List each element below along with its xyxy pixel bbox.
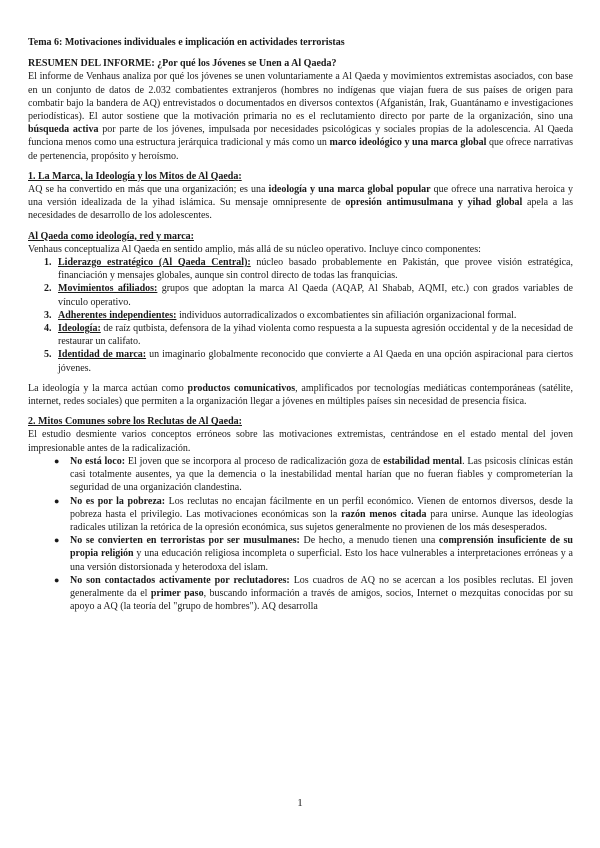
section1-heading: 1. La Marca, la Ideología y los Mitos de Al Qaeda: [28,170,242,182]
myths-list [28,455,573,613]
list-item-term: Movimientos afiliados: [58,283,158,295]
list-item-text: un imaginario globalmente reconocido que convierte a Al Qaeda en una opción aspiracional para ciertos jóvenes. [58,349,573,374]
page-number: 1 [297,797,303,809]
summary-heading: RESUMEN DEL INFORME: ¿Por qué los Jóvenes se Unen a Al Qaeda? [28,58,337,70]
topic-title: Tema 6: Motivaciones individuales e implicación en actividades terroristas [28,37,345,48]
document-page [28,36,573,613]
components-list [28,256,573,375]
s1-text-d: apela a las necesidades de desarrollo de los adolescentes. [28,197,574,222]
summary-bold-2: marco ideológico y una marca global [329,137,487,149]
bullet-icon: ● [54,455,60,466]
list-item-term: Adherentes independientes: [58,309,177,321]
list-item [54,348,573,374]
bullet-text-a: Los reclutas no encajan fácilmente en un perfil económico. Vienen de entornos diversos, desde la pobreza hasta el privilegio. Las motivaciones económicas son la [70,495,573,520]
bullet-bold: razón menos citada [341,508,427,520]
list-item-text: núcleo basado probablemente en Pakistán, que provee visión estratégica, financiación y mensajes globales, aunque sin control directo de todas las franquicias. [58,257,573,282]
bullet-term: No son contactados activamente por reclutadores: [70,574,290,586]
list-item-term: Identidad de marca: [58,349,147,361]
section2-heading: 2. Mitos Comunes sobre los Reclutas de Al Qaeda: [28,416,242,428]
s1-text-c: que ofrece una narrativa heroica y una versión idealizada de la yihad islámica. Su mensaje omnipresente de [28,184,574,209]
section1-subheading: Al Qaeda como ideología, red y marca: [28,230,194,242]
list-item-term: Ideología: [58,323,101,335]
section1-components-intro: Venhaus conceptualiza Al Qaeda en sentido amplio, más allá de su núcleo operativo. Incluye cinco componentes: [28,243,481,255]
bullet-bold: comprensión insuficiente de su propia religión [70,535,573,560]
bullet-term: No es por la pobreza: [70,495,166,507]
bullet-icon: ● [54,574,60,585]
list-item-text: de raíz qutbista, defensora de la yihad violenta como respuesta a la supuesta agresión occidental y de la necesidad de restaurar un califato. [58,323,573,348]
section1-paragraph [28,183,573,223]
s1-bold-1: ideología y una marca global popular [268,184,431,196]
list-item [54,455,573,495]
list-item [54,534,573,574]
list-item-text: grupos que adoptan la marca Al Qaeda (AQAP, Al Shabab, AQMI, etc.) con grados variables de vínculo operativo. [58,283,573,308]
bullet-text-c: , buscando información a través de amigos, socios, Internet o mezquitas conocidas por su apoyo a AQ (la teoría del "grupo de hombres"). AQ desarrolla [70,587,574,613]
bullet-term: No se convierten en terroristas por ser musulmanes: [70,535,300,547]
summary-text-3: que ofrece narrativas de pertenencia, propósito y heroísmo. [28,137,573,162]
list-item-term: Liderazgo estratégico (Al Qaeda Central): [58,257,251,269]
s1-p3-bold: productos comunicativos [187,382,296,394]
summary-paragraph [28,70,573,162]
bullet-term: No está loco: [70,455,126,467]
bullet-icon: ● [54,495,60,506]
ideology-brand-paragraph [28,382,573,408]
list-item [54,574,573,614]
bullet-bold: primer paso [150,587,204,599]
section2-intro: El estudio desmiente varios conceptos erróneos sobre las motivaciones extremistas, centrándose en el estado mental del joven impresionable antes de la radicalización. [28,429,573,454]
list-item [54,322,573,348]
s1-bold-2: opresión antimusulmana y yihad global [345,197,523,209]
s1-p3-text-c: , amplificados por tecnologías mediáticas contemporáneas (satélite, internet, redes sociales) que permiten a la organización llegar a jóvenes en múltiples países sin necesidad de presencia física. [28,382,573,408]
summary-text-2: por parte de los jóvenes, impulsada por necesidades psicológicas y sociales propias de la adolescencia. Al Qaeda funciona menos como una estructura jerárquica tradicional y más como un [28,124,574,149]
s1-text-a: AQ se ha convertido en más que una organización; es una [28,184,269,196]
list-item-text: individuos autorradicalizados o excombatientes sin afiliación organizacional formal. [176,309,517,321]
bullet-text-c: . Las psicosis clínicas están casi totalmente ausentes, ya que la demencia o la inestabilidad mental harían que no fueran fiables y comprometerían la seguridad de una organización clandestina. [70,455,573,494]
summary-bold-1: búsqueda activa [28,124,99,136]
list-item [54,282,573,308]
s1-p3-text-a: La ideología y la marca actúan como [28,382,188,394]
bullet-text-a: El joven que se incorpora al proceso de radicalización goza de [125,455,384,467]
bullet-text-c: y una educación religiosa incompleta o superficial. Esto los hace vulnerables a interpretaciones erróneas y a una versión distorsionada y heterodoxa del islam. [70,548,573,573]
bullet-text-a: Los cuadros de AQ no se acercan a los posibles reclutas. El joven generalmente da el [70,574,573,599]
summary-text-1: El informe de Venhaus analiza por qué los jóvenes se unen voluntariamente a Al Qaeda y movimientos extremistas asociados, con base en un conjunto de datos de 2.032 combatientes extranjeros (hombres no indígenas que viajan fuera de sus países de origen para combatir bajo la bandera de AQ) entrevistados o documentados en diversos contextos (Afganistán, Irak, Guantánamo e investigaciones periodísticas). El autor sostiene que la motivación primaria no es el reclutamiento directo por parte de la organización, sino una [28,71,573,123]
list-item [54,256,573,282]
list-item [54,309,573,322]
list-item [54,495,573,535]
bullet-bold: estabilidad mental [383,455,463,467]
bullet-text-c: para unirse. Aunque las ideologías radicales utilizan la retórica de la opresión económica, sus sujetos generalmente no provienen de los más desesperados. [70,508,573,533]
bullet-text-a: De hecho, a menudo tienen una [299,535,439,547]
bullet-icon: ● [54,535,60,546]
